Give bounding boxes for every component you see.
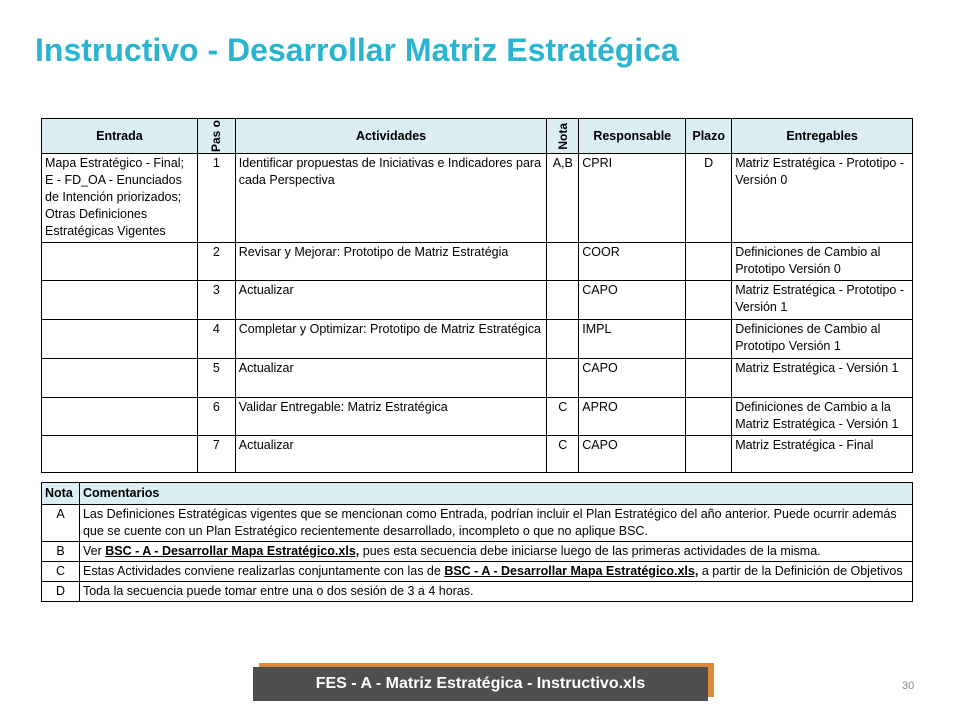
header-plazo: Plazo: [686, 119, 732, 154]
table-row: [42, 436, 913, 473]
note-file-link[interactable]: BSC - A - Desarrollar Mapa Estratégico.xls,: [105, 544, 360, 558]
cell-paso: 2: [197, 243, 235, 281]
cell-nota: [547, 243, 579, 281]
notes-table-header: [42, 483, 913, 505]
note-comment: [79, 582, 912, 602]
header-comentarios: Comentarios: [79, 483, 912, 505]
cell-nota: [547, 281, 579, 320]
cell-nota: C: [547, 398, 579, 436]
note-comment: [79, 505, 912, 542]
cell-plazo: [686, 243, 732, 281]
table-row: [42, 243, 913, 281]
cell-responsable: CAPO: [579, 436, 686, 473]
cell-plazo: [686, 398, 732, 436]
header-paso-label: Pas o: [209, 120, 224, 153]
header-nota-label: Nota: [555, 122, 570, 150]
note-text: Las Definiciones Estratégicas vigentes que se mencionan como Entrada, podrían incluir el Plan Estratégico del año anterior. Puede ocurrir además que se cuente con un Plan Estratégico recientemente desarrollado, incompleto o que no aplique BSC.: [82, 507, 897, 538]
cell-paso: 4: [197, 320, 235, 359]
cell-entrada: [42, 243, 198, 281]
cell-actividad: Actualizar: [235, 359, 547, 398]
cell-responsable: CAPO: [579, 281, 686, 320]
note-row: [42, 505, 913, 542]
cell-responsable: CPRI: [579, 154, 686, 243]
table-row: [42, 398, 913, 436]
cell-plazo: [686, 281, 732, 320]
note-comment: [79, 562, 912, 582]
cell-plazo: [686, 359, 732, 398]
cell-paso: 3: [197, 281, 235, 320]
cell-entregable: Definiciones de Cambio al Prototipo Versión 1: [732, 320, 913, 359]
cell-responsable: APRO: [579, 398, 686, 436]
cell-entrada: [42, 281, 198, 320]
main-table: [41, 118, 913, 473]
cell-actividad: Completar y Optimizar: Prototipo de Matriz Estratégica: [235, 320, 547, 359]
cell-plazo: [686, 320, 732, 359]
note-text: Estas Actividades conviene realizarlas conjuntamente con las de: [82, 564, 445, 578]
header-actividades: Actividades: [235, 119, 547, 154]
cell-entrada: [42, 359, 198, 398]
header-nota: Nota: [42, 483, 80, 505]
cell-entregable: Definiciones de Cambio al Prototipo Versión 0: [732, 243, 913, 281]
table-row: [42, 320, 913, 359]
note-letter: B: [42, 542, 80, 562]
cell-entregable: Matriz Estratégica - Final: [732, 436, 913, 473]
note-text-after: pues esta secuencia debe iniciarse luego de las primeras actividades de la misma.: [359, 544, 821, 558]
page-number: 30: [902, 680, 915, 692]
cell-entrada: [42, 436, 198, 473]
note-text: Ver: [82, 544, 106, 558]
header-nota: [547, 119, 579, 154]
cell-paso: 7: [197, 436, 235, 473]
cell-plazo: D: [686, 154, 732, 243]
cell-entregable: Definiciones de Cambio a la Matriz Estratégica - Versión 1: [732, 398, 913, 436]
note-letter: A: [42, 505, 80, 542]
note-file-link[interactable]: BSC - A - Desarrollar Mapa Estratégico.xls,: [444, 564, 699, 578]
cell-responsable: CAPO: [579, 359, 686, 398]
note-row: [42, 582, 913, 602]
cell-entregable: Matriz Estratégica - Prototipo - Versión 0: [732, 154, 913, 243]
page-title: Instructivo - Desarrollar Matriz Estratégica: [35, 32, 679, 68]
note-comment: [79, 542, 912, 562]
header-entregables: Entregables: [732, 119, 913, 154]
footer-file-label: FES - A - Matriz Estratégica - Instructivo.xls: [253, 667, 708, 701]
cell-nota: C: [547, 436, 579, 473]
cell-entrada: [42, 320, 198, 359]
cell-nota: A,B: [547, 154, 579, 243]
cell-plazo: [686, 436, 732, 473]
table-row: [42, 359, 913, 398]
notes-table: [41, 482, 913, 602]
cell-entrada: [42, 398, 198, 436]
cell-nota: [547, 320, 579, 359]
note-letter: C: [42, 562, 80, 582]
cell-entregable: Matriz Estratégica - Versión 1: [732, 359, 913, 398]
note-text: Toda la secuencia puede tomar entre una o dos sesión de 3 a 4 horas.: [82, 584, 474, 598]
table-row: [42, 281, 913, 320]
cell-actividad: Validar Entregable: Matriz Estratégica: [235, 398, 547, 436]
cell-entrada: Mapa Estratégico - Final; E - FD_OA - Enunciados de Intención priorizados; Otras Definiciones Estratégicas Vigentes: [42, 154, 198, 243]
cell-nota: [547, 359, 579, 398]
header-responsable: Responsable: [579, 119, 686, 154]
header-paso: [197, 119, 235, 154]
cell-actividad: Actualizar: [235, 436, 547, 473]
note-row: [42, 542, 913, 562]
header-entrada: Entrada: [42, 119, 198, 154]
main-table-header: [42, 119, 913, 154]
note-text-after: a partir de la Definición de Objetivos: [698, 564, 903, 578]
note-row: [42, 562, 913, 582]
cell-actividad: Actualizar: [235, 281, 547, 320]
note-letter: D: [42, 582, 80, 602]
cell-responsable: IMPL: [579, 320, 686, 359]
cell-paso: 5: [197, 359, 235, 398]
cell-paso: 6: [197, 398, 235, 436]
cell-actividad: Identificar propuestas de Iniciativas e Indicadores para cada Perspectiva: [235, 154, 547, 243]
table-row: [42, 154, 913, 243]
cell-actividad: Revisar y Mejorar: Prototipo de Matriz Estratégia: [235, 243, 547, 281]
cell-responsable: COOR: [579, 243, 686, 281]
cell-paso: 1: [197, 154, 235, 243]
cell-entregable: Matriz Estratégica - Prototipo - Versión 1: [732, 281, 913, 320]
